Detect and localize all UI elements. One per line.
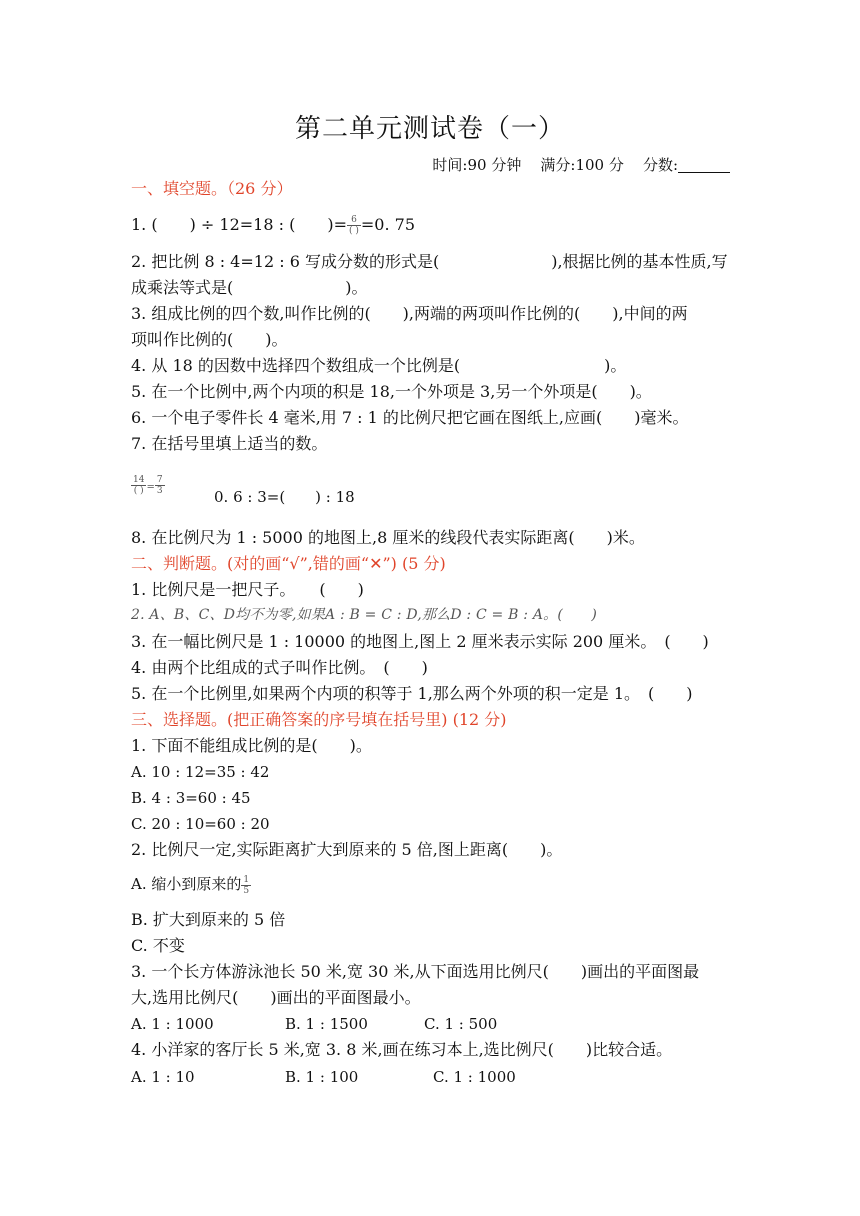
question-3-2: 2. 比例尺一定,实际距离扩大到原来的 5 倍,图上距离( )。: [131, 840, 563, 859]
question-2-4: 4. 由两个比组成的式子叫作比例。 ( ): [131, 658, 428, 677]
option-3-1-b: B. 4 : 3=60 : 45: [131, 789, 251, 807]
question-1-2-line2: 成乘法等式是( )。: [131, 278, 368, 297]
fraction: [131, 475, 146, 496]
option-3-1-c: C. 20 : 10=60 : 20: [131, 815, 270, 833]
score-blank: [678, 156, 730, 173]
question-1-6: 6. 一个电子零件长 4 毫米,用 7 : 1 的比例尺把它画在图纸上,应画( )毫米。: [131, 408, 689, 427]
fraction: [347, 215, 361, 236]
fraction: [241, 875, 251, 896]
option-3-3-b: B. 1 : 1500: [285, 1015, 368, 1033]
option-3-4-a: A. 1 : 10: [131, 1068, 195, 1086]
fraction-denominator: 3: [156, 486, 163, 496]
option-3-2-a: [131, 873, 251, 896]
page-title: 第二单元测试卷（一）: [294, 114, 565, 144]
fraction-numerator: 7: [156, 475, 163, 485]
option-3-1-a: A. 10 : 12=35 : 42: [131, 763, 270, 781]
question-2-2: 2. A、B、C、D均不为零,如果A : B = C : D,那么D : C = B : A。( ): [131, 607, 598, 623]
option-3-3-c: C. 1 : 500: [424, 1015, 498, 1033]
question-1-2-line1: 2. 把比例 8 : 4=12 : 6 写成分数的形式是( ),根据比例的基本性质,写: [131, 252, 728, 271]
question-1-7-items: [131, 474, 165, 499]
fraction-denominator: 5: [243, 885, 250, 896]
fraction-numerator: 14: [133, 475, 145, 485]
fraction-denominator: ( ): [133, 486, 144, 496]
section-judge-heading: 二、判断题。(对的画“√”,错的画“✕”) (5 分): [131, 554, 446, 573]
score-label: 分数:: [642, 156, 678, 174]
question-1-3-line2: 项叫作比例的( )。: [131, 330, 288, 349]
fraction-denominator: ( ): [349, 226, 359, 236]
fraction: [155, 475, 165, 496]
time-label: 时间:90 分钟: [432, 156, 522, 174]
question-3-3-line1: 3. 一个长方体游泳池长 50 米,宽 30 米,从下面选用比例尺( )画出的平面图最: [131, 962, 700, 981]
question-1-7-b: 0. 6 : 3=( ) : 18: [214, 488, 355, 506]
question-1-4: 4. 从 18 的因数中选择四个数组成一个比例是( )。: [131, 356, 627, 375]
question-text: =0. 75: [360, 215, 416, 234]
question-3-3-line2: 大,选用比例尺( )画出的平面图最小。: [131, 988, 421, 1007]
question-1-5: 5. 在一个比例中,两个内项的积是 18,一个外项是 3,另一个外项是( )。: [131, 382, 652, 401]
option-3-2-c: C. 不变: [131, 936, 185, 955]
question-2-5: 5. 在一个比例里,如果两个内项的积等于 1,那么两个外项的积一定是 1。 ( ): [131, 684, 693, 703]
fraction-numerator: 6: [347, 215, 361, 226]
question-1-8: 8. 在比例尺为 1 : 5000 的地图上,8 厘米的线段代表实际距离( )米。: [131, 528, 645, 547]
option-3-4-c: C. 1 : 1000: [433, 1068, 516, 1086]
question-1-3-line1: 3. 组成比例的四个数,叫作比例的( ),两端的两项叫作比例的( ),中间的两: [131, 304, 688, 323]
full-score-label: 满分:100 分: [540, 156, 624, 174]
question-2-3: 3. 在一幅比例尺是 1 : 10000 的地图上,图上 2 厘米表示实际 200 厘米。 ( ): [131, 632, 709, 651]
equals-sign: =: [146, 482, 155, 493]
option-3-2-b: B. 扩大到原来的 5 倍: [131, 910, 286, 929]
option-3-4-b: B. 1 : 100: [285, 1068, 359, 1086]
question-3-4: 4. 小洋家的客厅长 5 米,宽 3. 8 米,画在练习本上,选比例尺( )比较合适。: [131, 1040, 673, 1059]
fraction-numerator: 1: [243, 874, 250, 885]
exam-meta: [432, 154, 730, 176]
section-choice-heading: 三、选择题。(把正确答案的序号填在括号里) (12 分): [131, 710, 507, 729]
question-text: 1. ( ) ÷ 12=18 : ( )=: [131, 215, 347, 234]
question-1-1: [131, 214, 415, 236]
question-2-1: 1. 比例尺是一把尺子。 ( ): [131, 580, 364, 599]
option-3-3-a: A. 1 : 1000: [131, 1015, 214, 1033]
question-3-1: 1. 下面不能组成比例的是( )。: [131, 736, 372, 755]
option-text: A. 缩小到原来的: [131, 875, 242, 893]
section-fill-blank-heading: 一、填空题。（26 分）: [131, 179, 293, 198]
question-1-7: 7. 在括号里填上适当的数。: [131, 434, 328, 453]
